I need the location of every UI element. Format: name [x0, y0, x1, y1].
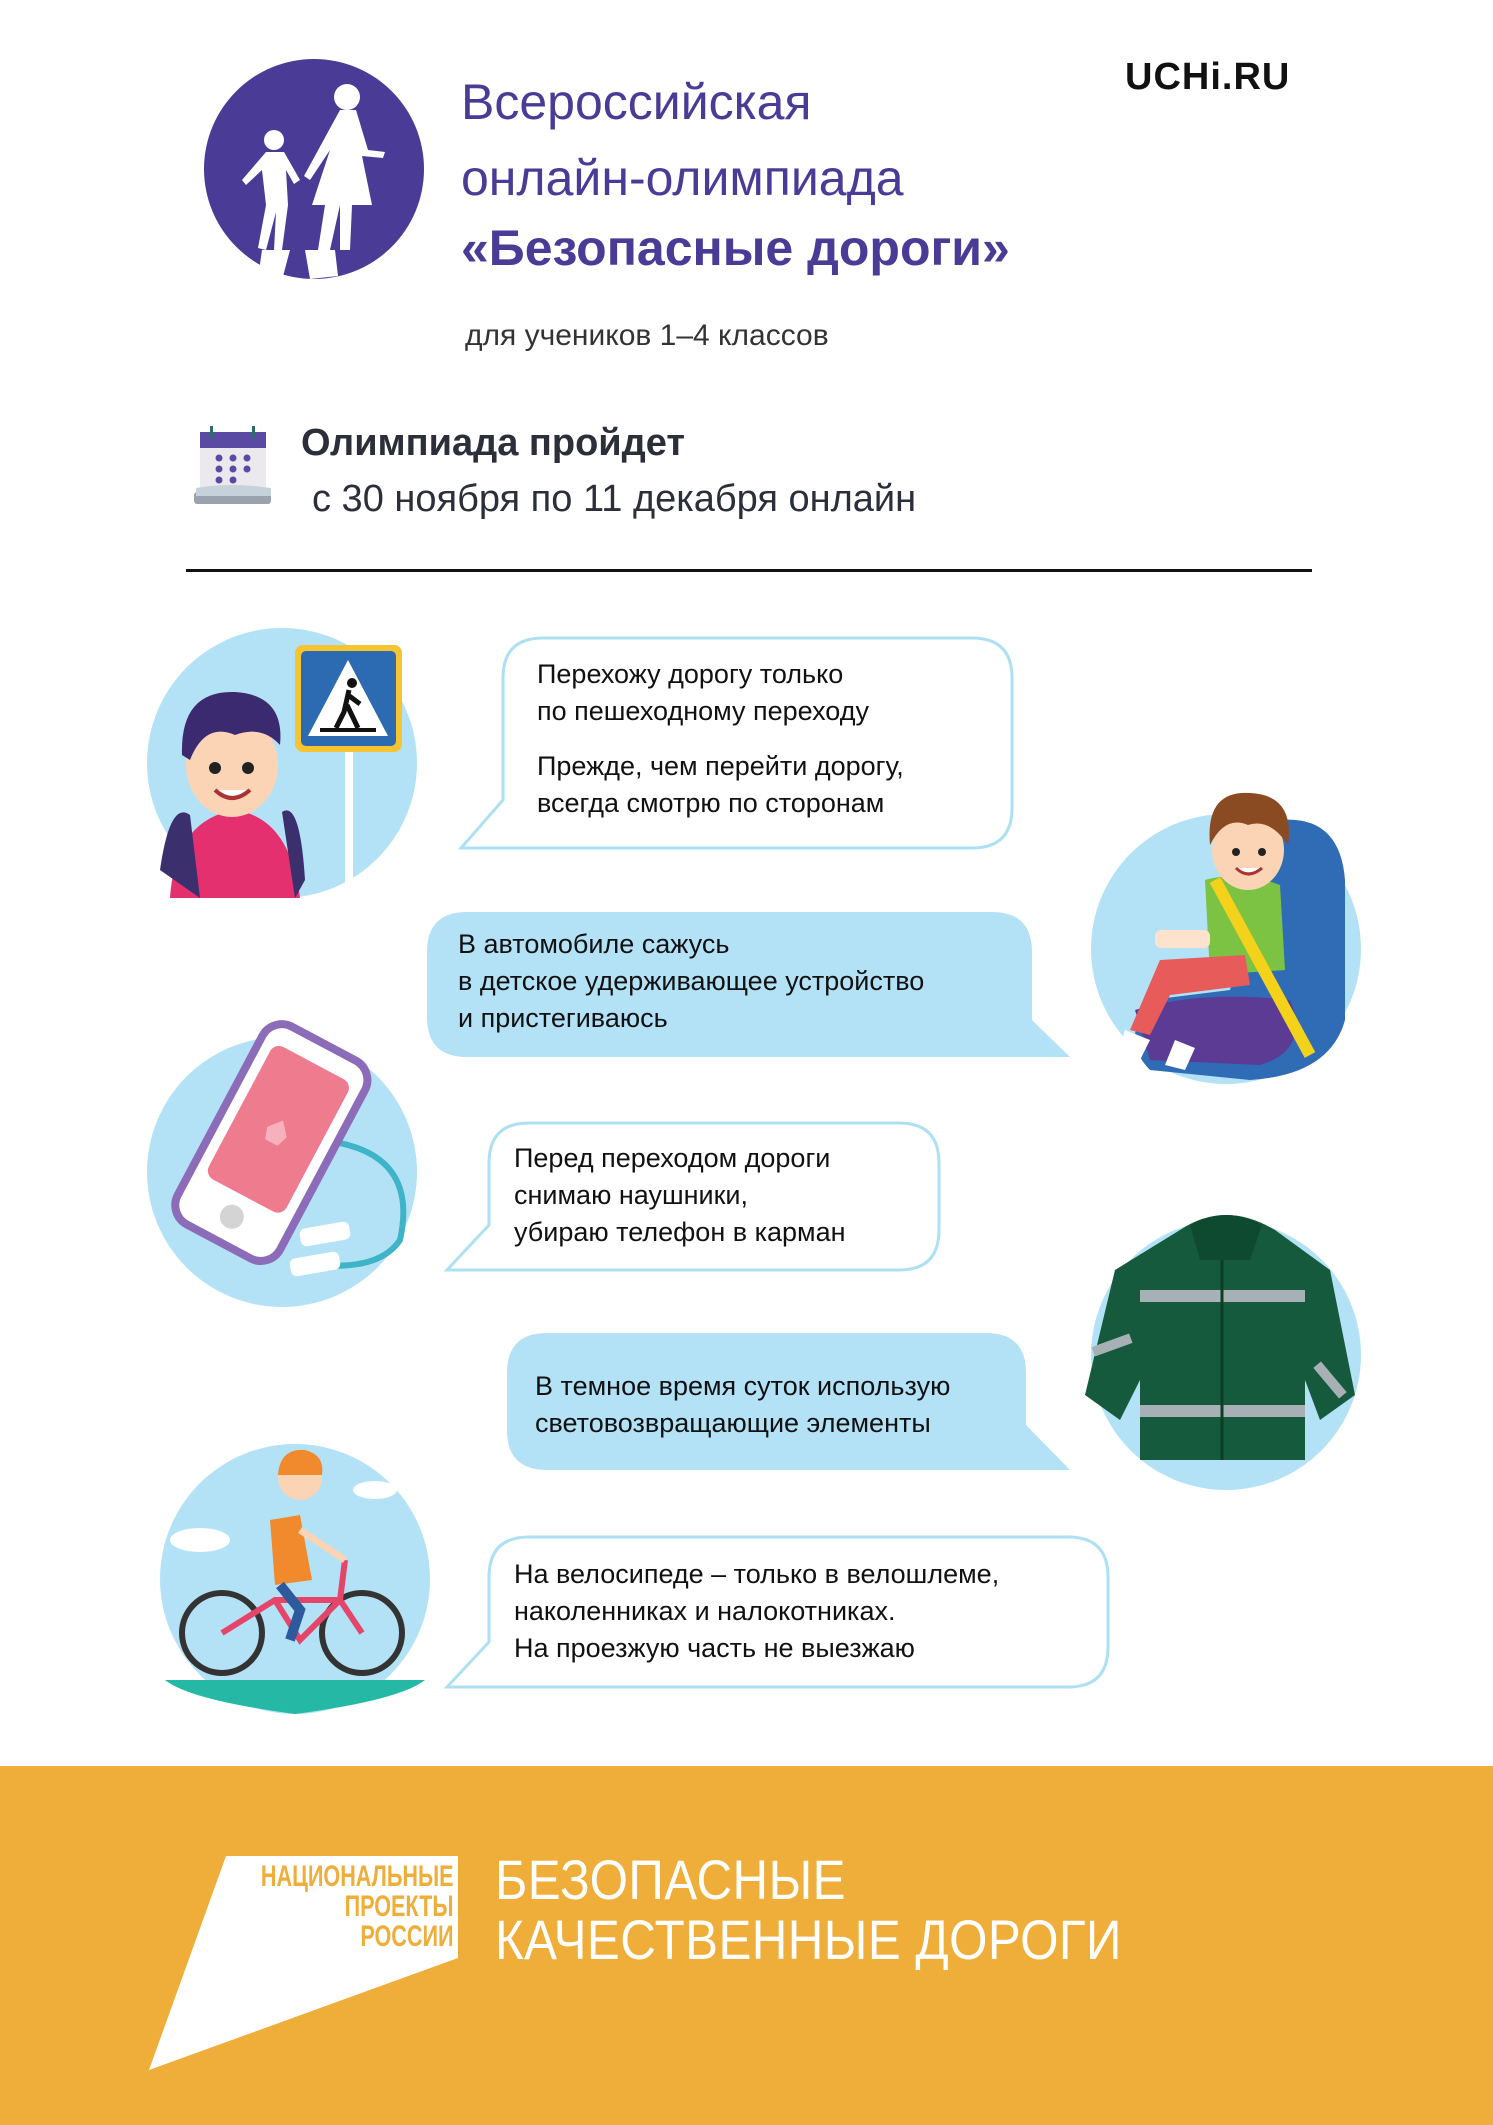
- rule-line: всегда смотрю по сторонам: [537, 788, 885, 818]
- logo-line: ПРОЕКТЫ: [344, 1890, 453, 1923]
- rule-5-text: [514, 1556, 999, 1667]
- audience-subtitle: для учеников 1–4 классов: [465, 319, 829, 352]
- logo-line: НАЦИОНАЛЬНЫЕ: [260, 1860, 453, 1893]
- girl-on-bicycle-illustration: [160, 1444, 430, 1714]
- schedule-heading: Олимпиада пройдет: [301, 422, 686, 464]
- rule-1-text: [537, 656, 904, 822]
- rule-line: убираю телефон в карман: [514, 1217, 846, 1247]
- rule-line: в детское удерживающее устройство: [458, 966, 925, 996]
- rule-line: На велосипеде – только в велошлеме,: [514, 1559, 1000, 1589]
- footer-title-line-2: КАЧЕСТВЕННЫЕ ДОРОГИ: [495, 1908, 1122, 1971]
- title-line-1: Всероссийская: [461, 74, 812, 130]
- reflective-jacket-illustration: [1085, 1215, 1361, 1490]
- rule-line: В автомобиле сажусь: [458, 929, 730, 959]
- rule-line: снимаю наушники,: [514, 1180, 748, 1210]
- boy-with-crosswalk-sign-illustration: [147, 628, 417, 898]
- rule-line: световозвращающие элементы: [535, 1408, 931, 1438]
- rule-line: Перехожу дорогу только: [537, 659, 844, 689]
- child-in-car-seat-illustration: [1091, 793, 1361, 1084]
- olympiad-logo-icon: [204, 59, 424, 280]
- national-projects-logo-text: [260, 1862, 453, 1952]
- rule-4-text: [535, 1368, 950, 1442]
- rule-line: В темное время суток использую: [535, 1371, 951, 1401]
- phone-with-headphones-illustration: [147, 1016, 417, 1307]
- rule-line: по пешеходному переходу: [537, 696, 869, 726]
- calendar-icon: [194, 426, 271, 504]
- rule-line: и пристегиваюсь: [458, 1003, 668, 1033]
- rule-2-text: [458, 926, 924, 1037]
- rule-line: На проезжую часть не выезжаю: [514, 1633, 915, 1663]
- rule-line: Перед переходом дороги: [514, 1143, 831, 1173]
- logo-line: РОССИИ: [359, 1920, 453, 1953]
- rule-line: Прежде, чем перейти дорогу,: [537, 751, 904, 781]
- schedule-dates: с 30 ноября по 11 декабря онлайн: [312, 478, 917, 520]
- divider: [186, 569, 1312, 572]
- title-line-3: «Безопасные дороги»: [461, 220, 1010, 276]
- footer-title-line-1: БЕЗОПАСНЫЕ: [495, 1848, 846, 1911]
- uchi-ru-logo: UCHi.RU: [1125, 56, 1291, 98]
- rule-line: наколенниках и налокотниках.: [514, 1596, 896, 1626]
- rule-3-text: [514, 1140, 846, 1251]
- title-line-2: онлайн-олимпиада: [461, 150, 904, 206]
